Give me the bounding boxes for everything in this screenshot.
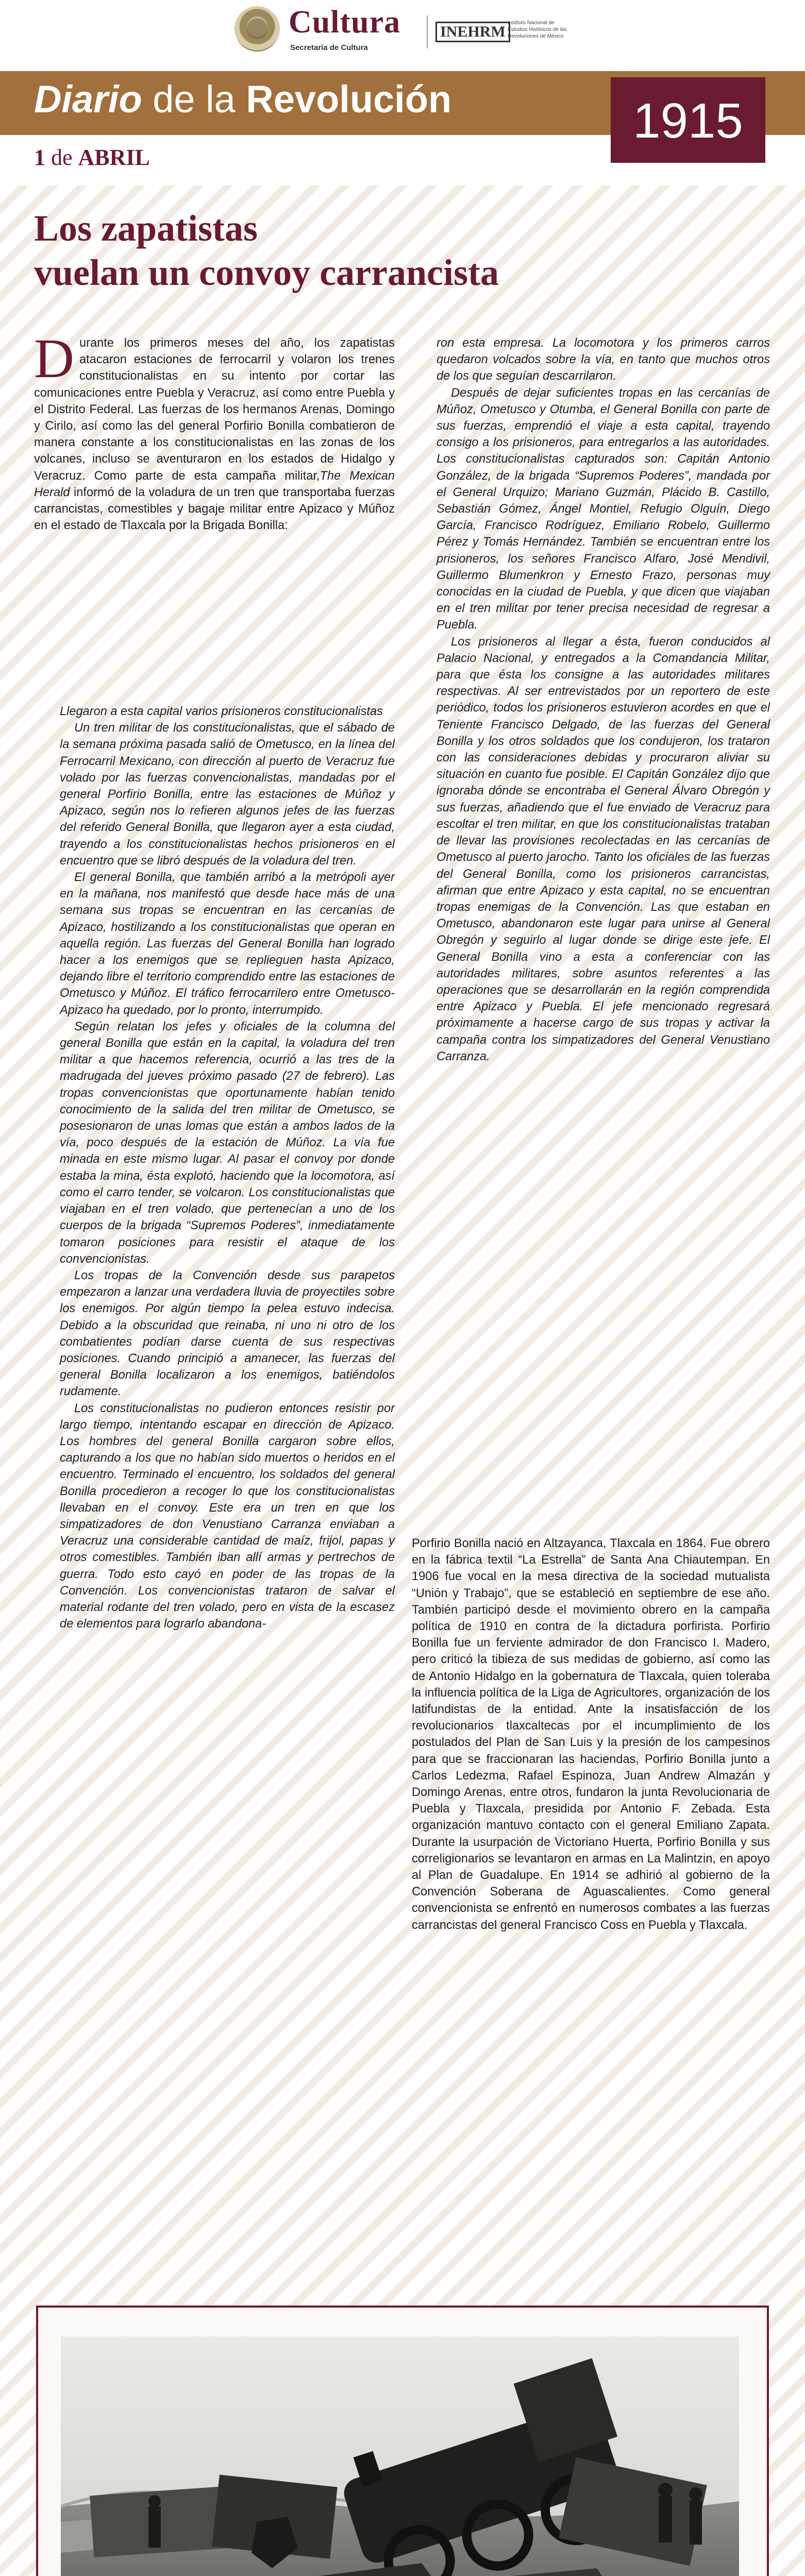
intro-paragraph <box>34 328 395 534</box>
biography-text: Porfirio Bonilla nació en Altzayanca, Tlaxcala en 1864. Fue obrero en la fábrica textil “La Estrella” de Santa Ana Chiautempan. En 1906 fue vocal en la mesa directiva de la sociedad mutualista “Unión y Trabajo”, que se estableció en septiembre de ese año. También participó desde el movimiento obrero en la campaña política de 1910 en contra de la dictadura porfirista. Porfirio Bonilla fue un ferviente admirador de don Francisco I. Madero, pero criticó la tibieza de sus medidas de gobierno, así como las de Antonio Hidalgo en la gobernatura de Tlaxcala, quien toleraba la influencia política de la Liga de Agricultores, organización de los latifundistas de la entidad. Ante la insatisfacción de los revolucionarios tlaxcaltecas por el incumplimiento de los postulados del Plan de San Luis y la presión de los campesinos para que se fraccionaran las haciendas, Porfirio Bonilla junto a Carlos Ledezma, Rafael Espinoza, Juan Andrew Almazán y Domingo Arenas, entre otros, fundaron la junta Revolucionaria de Puebla y Tlaxcala, presidida por Antonio F. Zebada. Esta organización mantuvo contacto con el general Emiliano Zapata. Durante la usurpación de Victoriano Huerta, Porfirio Bonilla y sus correligionarios se levantaron en armas en La Malintzin, en apoyo al Plan de Guadalupe. En 1914 se adhirió al gobierno de la Convención Soberana de Aguascalientes. Como general convencionista se enfrentó en numerosos combates a las fuerzas carrancistas del general Francisco Coss en Puebla y Tlaxcala. <box>412 1537 770 1932</box>
quote-paragraph: Un tren militar de los constitucionalistas, que el sábado de la semana próxima pasada salió de Ometusco, en la línea del Ferrocarril Mexicano, con dirección al puerto de Veracruz fue volado por las fuerzas convencionalistas, mandadas por el general Porfirio Bonilla, entre las estaciones de Múñoz y Apizaco, según nos lo refieren algunos jefes de las fuerzas del referido General Bonilla, que llegaron ayer a esta ciudad, trayendo a los constitucionalistas hechos prisioneros en el encuentro que se libró después de la voladura del tren. <box>60 721 395 868</box>
date-day: 1 <box>34 145 45 170</box>
derailed-train-photo <box>61 2336 739 2576</box>
inehrm-logo: INEHRM <box>435 22 510 42</box>
brand-subtitle: Secretaría de Cultura <box>290 43 368 52</box>
article-headline <box>34 206 704 295</box>
quote-paragraph: Los constitucionalistas no pudieron entonces resistir por largo tiempo, intentando escapar en dirección de Apizaco. Los hombres del general Bonilla cargaron sobre ellos, capturando a los que no habían sido muertos o heridos en el encuentro. Terminado el encuentro, los soldados del general Bonilla procedieron a recoger lo que los constitucionalistas llevaban en el convoy. Este era un tren en que los simpatizadores de don Venustiano Carranza enviaban a Veracruz una considerable cantidad de maíz, frijol, papas y otros comestibles. También iban allí armas y pertrechos de guerra. Todo esto cayó en poder de las tropas de la Convención. Los convencionistas trataron de salvar el material rodante del tren volado, pero en vista de la escasez de elementos para lograrlo abandona- <box>60 1401 395 1631</box>
title-diario: Diario <box>34 78 142 121</box>
quote-paragraph: Según relatan los jefes y oficiales de la columna del general Bonilla que están en la capital, la voladura del tren militar a que hacemos referencia, ocurrió a las tres de la madrugada del jueves próximo pasado (27 de febrero). Las tropas convencionistas que oportunamente habían tenido conocimiento de la salida del tren militar de Ometusco, se posesionaron de unas lomas que están a ambos lados de la vía, poco después de la estación de Múñoz. La vía fue minada en este mismo lugar. Al pasar el convoy por donde estaba la mina, ésta explotó, haciendo que la locomotora, así como el carro tender, se volcaron. Los constitucionalistas que viajaban en el tren volado, que pertenecían a uno de los cuerpos de la brigada “Supremos Poderes”, inmediatamente tomaron posiciones para resistir el ataque de los convencionistas. <box>60 1020 395 1266</box>
title-revolucion: Revolución <box>246 78 452 121</box>
top-header <box>0 0 805 67</box>
quote-paragraph: Los tropas de la Convención desde sus parapetos empezaron a lanzar una verdadera lluvia de proyectiles sobre los enemigos. Por algún tiempo la pelea estuvo indecisa. Debido a la obscuridad que reinaba, ni uno ni otro de los combatientes podían darse cuenta de sus respectivas posiciones. Cuando principió a amanecer, las fuerzas del general Bonilla localizaron a los enemigos, batiéndolos rudamente. <box>60 1268 395 1399</box>
derailed-train-image <box>61 2336 739 2576</box>
header-divider <box>427 15 428 48</box>
headline-line-2: vuelan un convoy carrancista <box>34 252 499 293</box>
publication-title <box>34 77 451 121</box>
quote-column-left <box>60 703 395 1632</box>
date-de: de <box>45 145 78 170</box>
quote-column-right <box>437 335 770 1065</box>
quote-paragraph: Los prisioneros al llegar a ésta, fueron conducidos al Palacio Nacional, y entregados a la Comandancia Militar, para que ésta los consigne a las autoridades militares respectivas. Al ser entrevistados por un reportero de este periódico, todos los prisioneros estuvieron acordes en que el Teniente Francisco Delgado, de las fuerzas del General Bonilla y los otros soldados que los condujeron, los trataron con las consideraciones debidas y procuraron aliviar su situación en cuanto fue posible. El Capitán González dijo que ignoraba dónde se encontraba el General Álvaro Obregón y sus fuerzas, añadiendo que el fue enviado de Veracruz para escoltar el tren militar, en que los constitucionalistas trataban de llevar las provisiones recolectadas en las cercanías de Ometusco al puerto jarocho. Tanto los oficiales de las fuerzas del General Bonilla, como los prisioneros carrancistas, afirman que entre Apizaco y esta capital, no se encuentran tropas enemigas de la Convención. Las que estaban en Ometusco, abandonaron este lugar para unirse al General Obregón y seguirlo al lugar donde se dirige este jefe. El General Bonilla vino a esta a conferenciar con las autoridades militares, sobre asuntos referentes a las operaciones que se desarrollarán en la región comprendida entre Apizaco y Puebla. El jefe mencionado regresará próximamente a hacerse cargo de sus tropas y activar la campaña contra los simpatizadores del General Venustiano Carranza. <box>437 635 770 1063</box>
intro-text-end: informó de la voladura de un tren que transportaba fuerzas carrancistas, comestibles y bagaje militar entre Apizaco y Múñoz en el estado de Tlaxcala por la Brigada Bonilla: <box>34 485 395 533</box>
year-label: 1915 <box>633 93 743 148</box>
quote-heading: Llegaron a esta capital varios prisioneros constitucionalistas <box>60 705 383 718</box>
newspaper-name: The Mexican Herald <box>34 469 395 499</box>
quote-paragraph: El general Bonilla, que también arribó a la metrópoli ayer en la mañana, nos manifestó que desde hace más de una semana sus tropas se encuentran en las cercanías de Apizaco, hostilizando a los constitucionalistas que operan en aquella región. Las fuerzas del General Bonilla han logrado hacer a los enemigos que se replieguen hasta Apizaco, dejando libre el territorio comprendido entre las estaciones de Ometusco y Múñoz. El tráfico ferrocarrilero entre Ometusco-Apizaco ha quedado, por lo pronto, interrumpido. <box>60 871 395 1017</box>
headline-line-1: Los zapatistas <box>34 208 258 249</box>
date-line <box>34 144 150 171</box>
quote-paragraph: ron esta empresa. La locomotora y los primeros carros quedaron volcados sobre la vía, en tanto que muchos otros de los que seguían descarrilaron. <box>437 336 770 383</box>
brand-logo: Cultura <box>289 5 401 40</box>
institute-name: Instituto Nacional de Estudios Históricos de las Revoluciones de México <box>508 20 567 39</box>
quote-paragraph: Después de dejar suficientes tropas en las cercanías de Múñoz, Ometusco y Otumba, el General Bonilla con parte de sus fuerzas, emprendió el viaje a esta capital, trayendo consigo a los prisioneros, para entregarlos a las autoridades. Los constitucionalistas capturados son: Capitán Antonio González, de la brigada “Supremos Poderes”, mandada por el General Urquizo; Mariano Guzmán, Plácido B. Castillo, Sebastián Gómez, Ángel Montiel, Refugio Olguín, Diego García, Francisco Rodríguez, Emiliano Robelo, Guillermo Pérez y Tomás Hernández. También se encuentran entre los prisioneros, los señores Francisco Alfaro, José Mendivil, Guillermo Blumenkron y Ernesto Frazo, personas muy conocidas en la ciudad de Puebla, y que dicen que viajaban en el tren militar por tener precisa necesidad de regresar a Puebla. <box>437 386 770 632</box>
date-month: ABRIL <box>78 145 150 170</box>
drop-cap: D <box>34 328 74 389</box>
intro-text: urante los primeros meses del año, los zapatistas atacaron estaciones de ferrocarril y volaron los trenes constitucionalistas en su intento por cortar las comunicaciones entre Puebla y Veracruz, así como entre Puebla y el Distrito Federal. Las fuerzas de los hermanos Arenas, Domingo y Cirilo, así como las del general Porfirio Bonilla combatieron de manera constante a los constitucionalistas en las zonas de los volcanes, incluso se aventuraron en los estados de Hidalgo y Veracruz. Como parte de esta campaña militar, <box>34 336 395 483</box>
title-de-la: de la <box>142 78 246 121</box>
biography-paragraph <box>412 1535 770 1934</box>
government-seal-icon <box>234 6 280 52</box>
